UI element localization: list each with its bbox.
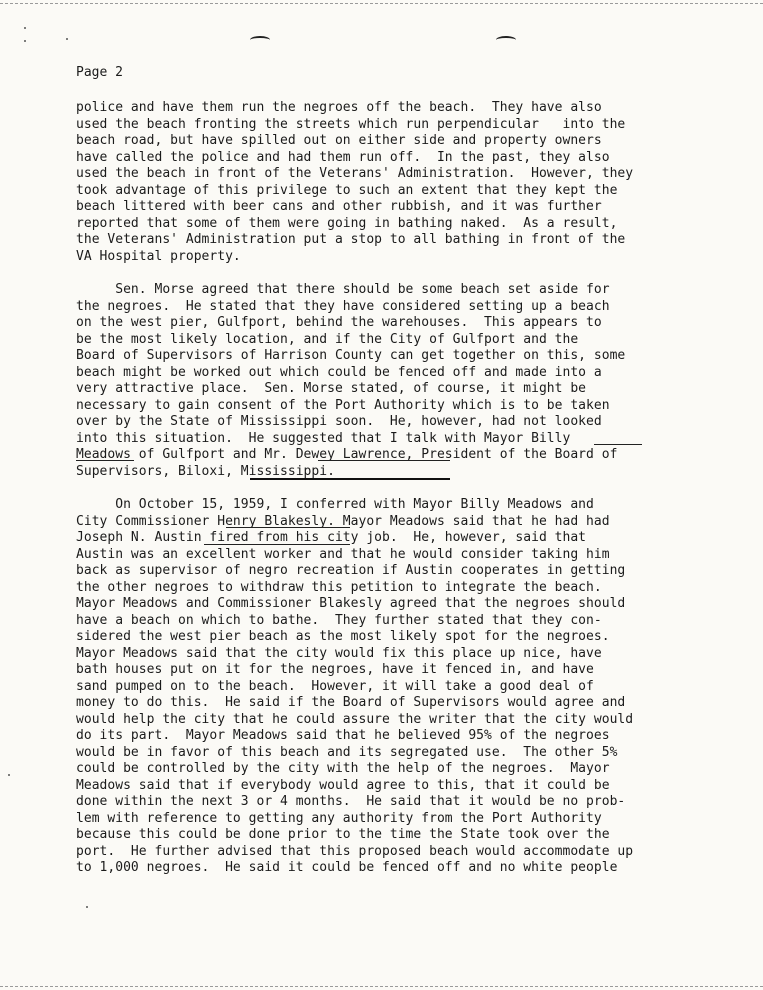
text-line: have a beach on which to bathe. They further stated that they con- xyxy=(76,613,602,628)
text-line: into this situation. He suggested that I talk with Mayor Billy xyxy=(76,431,571,446)
text-line: done within the next 3 or 4 months. He said that it would be no prob- xyxy=(76,794,626,809)
text-line: City Commissioner Henry Blakesly. Mayor Meadows said that he had had xyxy=(76,514,610,529)
handwritten-underline xyxy=(204,544,350,545)
scan-speck xyxy=(66,38,68,40)
handwritten-underline xyxy=(226,527,350,528)
bottom-edge-divider xyxy=(0,986,763,987)
text-line: sidered the west pier beach as the most likely spot for the negroes. xyxy=(76,629,610,644)
text-line: over by the State of Mississippi soon. He, however, had not looked xyxy=(76,414,602,429)
text-line: back as supervisor of negro recreation if Austin cooperates in getting xyxy=(76,563,626,578)
text-line: VA Hospital property. xyxy=(76,249,241,264)
text-line: Supervisors, Biloxi, Mississippi. xyxy=(76,464,335,479)
text-line: do its part. Mayor Meadows said that he believed 95% of the negroes xyxy=(76,728,610,743)
text-line: the other negroes to withdraw this petition to integrate the beach. xyxy=(76,580,602,595)
text-line: police and have them run the negroes off the beach. They have also xyxy=(76,100,602,115)
text-line: would help the city that he could assure the writer that the city would xyxy=(76,712,634,727)
text-line: the negroes. He stated that they have considered setting up a beach xyxy=(76,299,610,314)
punch-mark-left xyxy=(250,36,270,44)
handwritten-underline xyxy=(76,460,134,461)
text-line: beach might be worked out which could be fenced off and made into a xyxy=(76,365,602,380)
text-line: beach littered with beer cans and other rubbish, and it was further xyxy=(76,199,602,214)
text-line: port. He further advised that this proposed beach would accommodate up xyxy=(76,844,634,859)
text-line: money to do this. He said if the Board of Supervisors would agree and xyxy=(76,695,626,710)
punch-mark-right xyxy=(496,36,516,44)
text-line: Joseph N. Austin fired from his city job. He, however, said that xyxy=(76,530,587,545)
text-line: Sen. Morse agreed that there should be some beach set aside for xyxy=(76,282,610,297)
text-line: reported that some of them were going in bathing naked. As a result, xyxy=(76,216,618,231)
scan-speck xyxy=(86,906,88,908)
text-line: used the beach in front of the Veterans' Administration. However, they xyxy=(76,166,634,181)
text-line: Austin was an excellent worker and that he would consider taking him xyxy=(76,547,610,562)
text-line: would be in favor of this beach and its segregated use. The other 5% xyxy=(76,745,618,760)
handwritten-underline xyxy=(250,478,450,480)
text-line: used the beach fronting the streets which run perpendicular into the xyxy=(76,117,626,132)
text-line: took advantage of this privilege to such an extent that they kept the xyxy=(76,183,618,198)
handwritten-underline xyxy=(594,444,642,445)
text-line: necessary to gain consent of the Port Authority which is to be taken xyxy=(76,398,610,413)
text-line: because this could be done prior to the time the State took over the xyxy=(76,827,610,842)
text-line: have called the police and had them run off. In the past, they also xyxy=(76,150,610,165)
text-line: Mayor Meadows said that the city would fix this place up nice, have xyxy=(76,646,602,661)
text-line: on the west pier, Gulfport, behind the warehouses. This appears to xyxy=(76,315,602,330)
scan-speck xyxy=(24,27,26,29)
text-line: bath houses put on it for the negroes, have it fenced in, and have xyxy=(76,662,594,677)
scan-speck xyxy=(24,40,26,42)
text-line: the Veterans' Administration put a stop to all bathing in front of the xyxy=(76,232,626,247)
text-line: Meadows said that if everybody would agree to this, that it could be xyxy=(76,778,610,793)
text-line: beach road, but have spilled out on either side and property owners xyxy=(76,133,602,148)
top-edge-divider xyxy=(0,3,763,4)
text-line: On October 15, 1959, I conferred with Mayor Billy Meadows and xyxy=(76,497,594,512)
scan-speck xyxy=(8,774,10,776)
text-line: lem with reference to getting any authority from the Port Authority xyxy=(76,811,602,826)
text-line: to 1,000 negroes. He said it could be fenced off and no white people xyxy=(76,860,618,875)
text-line: Meadows of Gulfport and Mr. Dewey Lawrence, President of the Board of xyxy=(76,447,618,462)
text-line: be the most likely location, and if the City of Gulfport and the xyxy=(76,332,579,347)
text-line: sand pumped on to the beach. However, it will take a good deal of xyxy=(76,679,594,694)
text-line: Board of Supervisors of Harrison County can get together on this, some xyxy=(76,348,626,363)
text-line: very attractive place. Sen. Morse stated, of course, it might be xyxy=(76,381,587,396)
text-line: Mayor Meadows and Commissioner Blakesly agreed that the negroes should xyxy=(76,596,626,611)
page-number: Page 2 xyxy=(76,65,123,80)
text-line: could be controlled by the city with the help of the negroes. Mayor xyxy=(76,761,610,776)
handwritten-underline xyxy=(318,460,450,461)
